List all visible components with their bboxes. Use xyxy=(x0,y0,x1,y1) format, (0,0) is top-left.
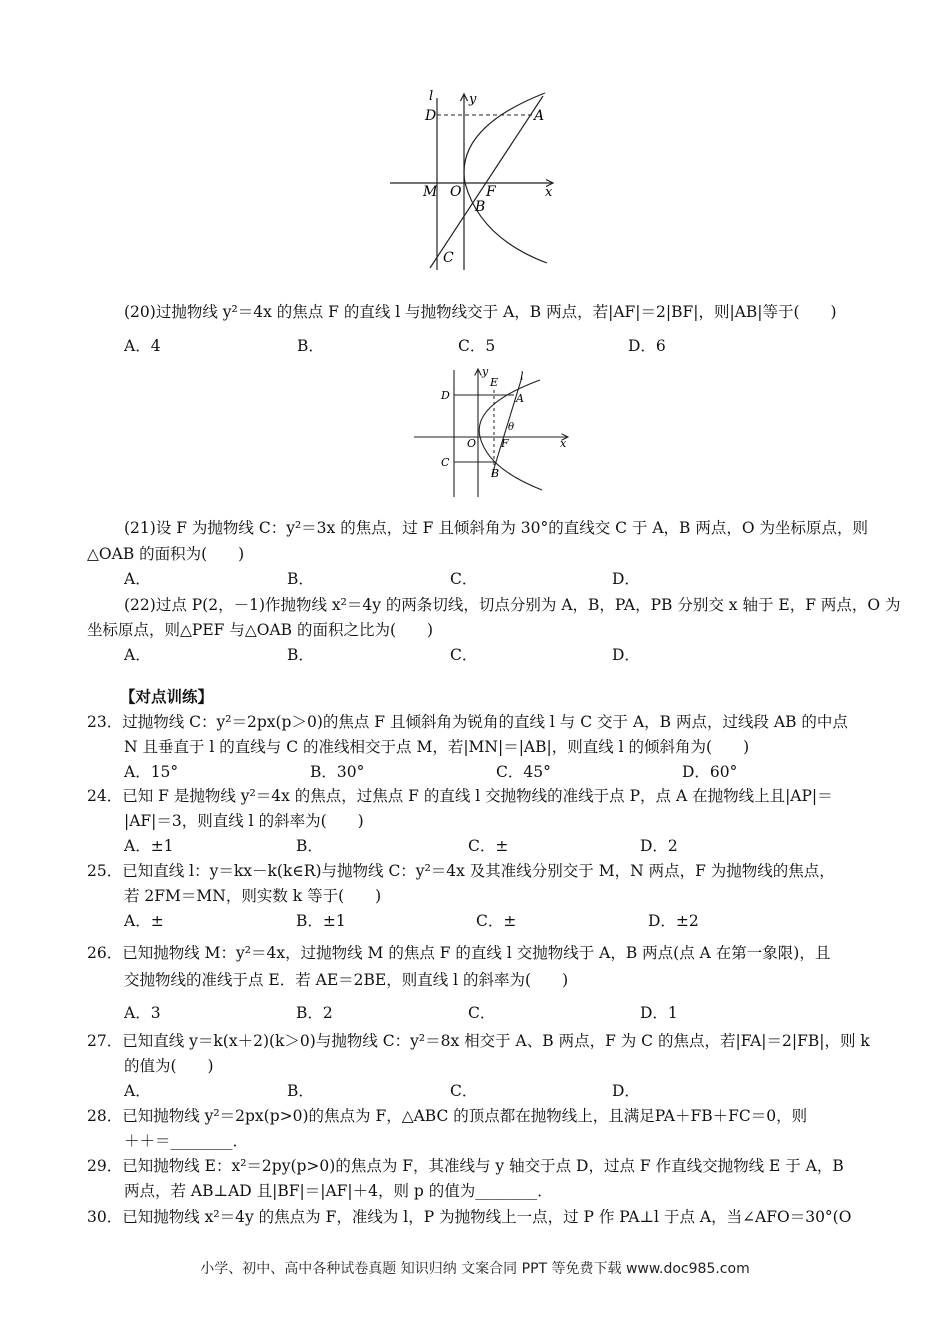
q22-option-a: A． xyxy=(124,646,151,664)
label-D: D xyxy=(441,389,450,402)
q22-option-d: D． xyxy=(612,646,640,664)
q30-line1: 30．已知抛物线 x²＝4y 的焦点为 F，准线为 l，P 为抛物线上一点，过 P 作 PA⊥l 于点 A，当∠AFO＝30°(O xyxy=(87,1208,852,1226)
section-heading: 【对点训练】 xyxy=(120,688,214,706)
q23-option-d: D．60° xyxy=(682,763,738,781)
q27-option-b: B． xyxy=(287,1082,314,1100)
q25-line1: 25．已知直线 l：y＝kx－k(k∈R)与抛物线 C：y²＝4x 及其准线分别交于 M，N 两点，F 为抛物线的焦点， xyxy=(87,862,835,880)
label-B: B xyxy=(491,467,500,480)
focal-chord-line xyxy=(430,96,543,268)
q23-line1: 23．过抛物线 C：y²＝2px(p＞0)的焦点 F 且倾斜角为锐角的直线 l 与 C 交于 A，B 两点，过线段 AB 的中点 xyxy=(87,713,848,731)
label-y: y xyxy=(482,365,489,378)
figure-parabola-2 xyxy=(410,365,575,500)
label-A: A xyxy=(534,108,545,124)
q26-line2: 交抛物线的准线于点 E．若 AE＝2BE，则直线 l 的斜率为( ) xyxy=(124,971,569,989)
label-B: B xyxy=(475,199,486,215)
label-O: O xyxy=(450,184,462,200)
label-C: C xyxy=(441,456,450,469)
label-A: A xyxy=(516,392,524,405)
q25-option-d: D．±2 xyxy=(648,912,699,930)
q28-line2: ＋＋＝________． xyxy=(124,1132,249,1150)
q25-line2: 若 2FM＝MN，则实数 k 等于( ) xyxy=(124,887,382,905)
q22-line2: 坐标原点，则△PEF 与△OAB 的面积之比为( ) xyxy=(87,621,434,639)
q24-option-d: D．2 xyxy=(640,837,678,855)
label-l: l xyxy=(429,89,434,104)
q20-option-b: B． xyxy=(297,337,324,355)
q20-option-d: D．6 xyxy=(628,337,666,355)
q24-option-c: C．± xyxy=(468,837,509,855)
q25-option-c: C．± xyxy=(476,912,517,930)
q22-line1: (22)过点 P(2，－1)作抛物线 x²＝4y 的两条切线，切点分别为 A，B，PA，PB 分别交 x 轴于 E，F 两点，O 为 xyxy=(124,596,901,614)
figure-parabola-1 xyxy=(385,88,560,273)
label-l: l xyxy=(520,370,524,383)
q23-line2: N 且垂直于 l 的直线与 C 的准线相交于点 M，若|MN|＝|AB|，则直线 l 的倾斜角为( ) xyxy=(124,738,750,756)
q25-option-b: B．±1 xyxy=(296,912,346,930)
label-C: C xyxy=(443,250,454,266)
q27-line1: 27．已知直线 y＝k(x＋2)(k＞0)与抛物线 C：y²＝8x 相交于 A、B 两点，F 为 C 的焦点，若|FA|＝2|FB|，则 k xyxy=(87,1032,870,1050)
label-E: E xyxy=(490,376,499,389)
q26-line1: 26．已知抛物线 M：y²＝4x，过抛物线 M 的焦点 F 的直线 l 交抛物线于 A，B 两点(点 A 在第一象限)，且 xyxy=(87,944,831,962)
label-O: O xyxy=(467,437,477,450)
q21-line2: △OAB 的面积为( ) xyxy=(87,545,245,563)
q22-option-c: C． xyxy=(450,646,478,664)
parabola-curve xyxy=(479,380,542,490)
q24-line2: |AF|＝3，则直线 l 的斜率为( ) xyxy=(124,812,364,830)
q26-option-d: D．1 xyxy=(640,1004,678,1022)
q29-line2: 两点，若 AB⊥AD 且|BF|＝|AF|＋4，则 p 的值为________． xyxy=(124,1182,553,1200)
q24-line1: 24．已知 F 是抛物线 y²＝4x 的焦点，过焦点 F 的直线 l 交抛物线的准线于点 P，点 A 在抛物线上且|AP|＝ xyxy=(87,787,833,805)
q26-option-c: C． xyxy=(468,1004,496,1022)
q28-line1: 28．已知抛物线 y²＝2px(p>0)的焦点为 F，△ABC 的顶点都在抛物线上，且满足PA＋FB＋FC＝0，则 xyxy=(87,1107,808,1125)
label-M: M xyxy=(423,184,438,200)
q21-line1: (21)设 F 为抛物线 C：y²＝3x 的焦点，过 F 且倾斜角为 30°的直线交 C 于 A，B 两点，O 为坐标原点，则 xyxy=(124,519,869,537)
label-D: D xyxy=(425,108,437,124)
q26-option-b: B．2 xyxy=(296,1004,333,1022)
q29-line1: 29．已知抛物线 E：x²＝2py(p>0)的焦点为 F，其准线与 y 轴交于点 D，过点 F 作直线交抛物线 E 于 A，B xyxy=(87,1157,844,1175)
q25-option-a: A．± xyxy=(124,912,164,930)
label-x: x xyxy=(560,437,567,450)
label-x: x xyxy=(545,185,553,200)
q27-option-d: D． xyxy=(612,1082,640,1100)
q27-line2: 的值为( ) xyxy=(124,1057,214,1075)
q27-option-a: A． xyxy=(124,1082,151,1100)
label-F: F xyxy=(486,184,496,200)
q21-option-a: A． xyxy=(124,570,151,588)
label-y: y xyxy=(469,92,477,107)
q20-option-a: A．4 xyxy=(124,337,161,355)
q21-option-c: C． xyxy=(450,570,478,588)
q24-option-b: B． xyxy=(296,837,323,855)
q20-option-c: C．5 xyxy=(458,337,496,355)
q23-option-b: B．30° xyxy=(310,763,365,781)
q24-option-a: A．±1 xyxy=(124,837,174,855)
q20-stem: (20)过抛物线 y²＝4x 的焦点 F 的直线 l 与抛物线交于 A，B 两点，若|AF|＝2|BF|，则|AB|等于( ) xyxy=(124,303,837,321)
q22-option-b: B． xyxy=(287,646,314,664)
q27-option-c: C． xyxy=(450,1082,478,1100)
q23-option-a: A．15° xyxy=(124,763,179,781)
q23-option-c: C．45° xyxy=(496,763,551,781)
label-F: F xyxy=(501,437,509,450)
q21-option-b: B． xyxy=(287,570,314,588)
label-theta: θ xyxy=(508,422,515,433)
q21-option-d: D． xyxy=(612,570,640,588)
q26-option-a: A．3 xyxy=(124,1004,161,1022)
page-footer: 小学、初中、高中各种试卷真题 知识归纳 文案合同 PPT 等免费下载 www.doc985.com xyxy=(200,1261,750,1277)
